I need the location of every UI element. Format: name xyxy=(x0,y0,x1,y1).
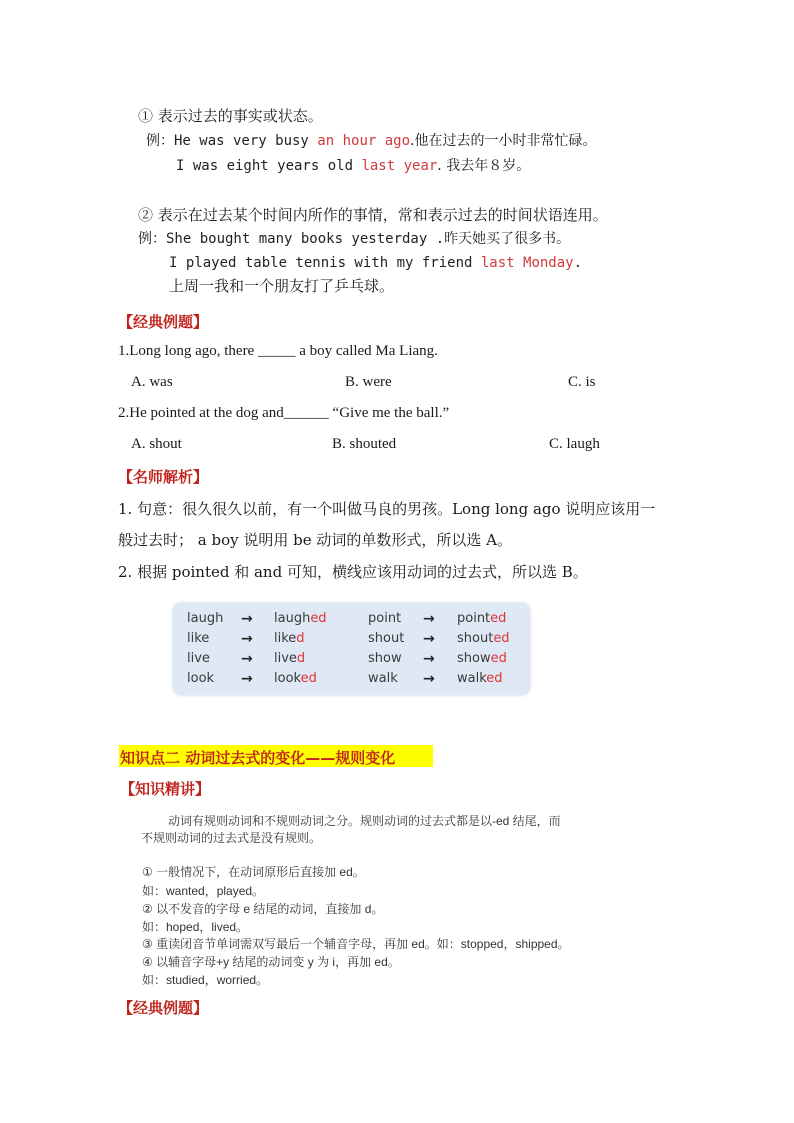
question-2: 2.He pointed at the dog and______ “Give me the ball.” xyxy=(118,405,450,421)
verb-base: look xyxy=(187,671,215,686)
rule-b-example: 如：hoped，lived。 xyxy=(142,920,249,934)
example-text: I was eight years old xyxy=(176,158,362,174)
example-text: She bought many books yesterday .昨天她买了很多书。 xyxy=(166,231,571,247)
question-1-option-b: B. were xyxy=(345,374,392,390)
verb-base: shout xyxy=(368,631,405,646)
example-line-4 xyxy=(169,252,582,271)
arrow-icon: → xyxy=(423,611,435,627)
verb-suffix: ed xyxy=(310,611,327,626)
verb-past: lived xyxy=(274,651,306,666)
verb-past-tense-table xyxy=(173,603,530,695)
question-2-option-c: C. laugh xyxy=(549,436,600,452)
example-prefix: 例： xyxy=(138,231,166,247)
example-line-3 xyxy=(138,228,570,248)
example-translation: .他在过去的一小时非常忙碌。 xyxy=(410,133,597,149)
analysis-line-1: 1. 句意：很久很久以前，有一个叫做马良的男孩。Long long ago 说明应该用一 xyxy=(118,500,656,518)
example-text: He was very busy xyxy=(174,133,318,149)
verb-suffix: ed xyxy=(486,671,503,686)
arrow-icon: → xyxy=(423,671,435,687)
verb-past: liked xyxy=(274,631,305,646)
rule-d-example: 如：studied，worried。 xyxy=(142,973,269,987)
arrow-icon: → xyxy=(423,651,435,667)
verb-suffix: ed xyxy=(300,671,317,686)
verb-past: shouted xyxy=(457,631,510,646)
verb-base: live xyxy=(187,651,210,666)
intro-line-2: 不规则动词的过去式是没有规则。 xyxy=(141,831,322,845)
example-line-4-translation: 上周一我和一个朋友打了乒乓球。 xyxy=(169,277,395,295)
verb-suffix: ed xyxy=(493,631,510,646)
intro-line-1: 动词有规则动词和不规则动词之分。规则动词的过去式都是以-ed 结尾，而 xyxy=(168,814,561,828)
verb-past: showed xyxy=(457,651,507,666)
verb-base: walk xyxy=(368,671,398,686)
verb-base: point xyxy=(368,611,402,626)
question-2-option-b: B. shouted xyxy=(332,436,397,452)
arrow-icon: → xyxy=(423,631,435,647)
example-text-end: . xyxy=(573,255,583,271)
verb-past: looked xyxy=(274,671,317,686)
arrow-icon: → xyxy=(241,651,253,667)
analysis-heading: 【名师解析】 xyxy=(118,468,209,486)
rule-b: ② 以不发音的字母 e 结尾的动词，直接加 d。 xyxy=(142,902,384,916)
example-highlight: an hour ago xyxy=(317,133,411,149)
example-line-1 xyxy=(146,130,596,150)
rule-c: ③ 重读闭音节单词需双写最后一个辅音字母，再加 ed。如：stopped，shipped。 xyxy=(142,937,570,951)
rule-2-text: ② 表示在过去某个时间内所作的事情，常和表示过去的时间状语连用。 xyxy=(138,206,608,224)
verb-suffix: ed xyxy=(490,611,507,626)
rule-a: ① 一般情况下，在动词原形后直接加 ed。 xyxy=(142,865,365,879)
classic-examples-heading: 【经典例题】 xyxy=(118,313,209,331)
rule-a-example: 如：wanted，played。 xyxy=(142,884,265,898)
question-1-option-c: C. is xyxy=(568,374,596,390)
arrow-icon: → xyxy=(241,631,253,647)
question-1: 1.Long long ago, there _____ a boy called Ma Liang. xyxy=(118,343,438,359)
verb-base: show xyxy=(368,651,402,666)
verb-suffix: ed xyxy=(490,651,507,666)
arrow-icon: → xyxy=(241,671,253,687)
rule-1-text: ① 表示过去的事实或状态。 xyxy=(138,107,323,125)
verb-base: like xyxy=(187,631,210,646)
section-2-title: 知识点二 动词过去式的变化——规则变化 xyxy=(120,749,396,767)
example-translation: . 我去年８岁。 xyxy=(437,158,531,174)
analysis-line-2: 般过去时； a boy 说明用 be 动词的单数形式，所以选 A。 xyxy=(118,531,512,549)
arrow-icon: → xyxy=(241,611,253,627)
classic-examples-heading-2: 【经典例题】 xyxy=(118,999,209,1017)
example-highlight: last Monday xyxy=(480,255,574,271)
analysis-line-3: 2. 根据 pointed 和 and 可知，横线应该用动词的过去式，所以选 B。 xyxy=(118,563,588,581)
verb-suffix: d xyxy=(296,631,305,646)
knowledge-heading: 【知识精讲】 xyxy=(120,780,211,798)
question-1-option-a: A. was xyxy=(131,374,173,390)
verb-base: laugh xyxy=(187,611,224,626)
verb-past: walked xyxy=(457,671,503,686)
verb-past: laughed xyxy=(274,611,327,626)
example-text: I played table tennis with my friend xyxy=(169,255,481,271)
verb-suffix: d xyxy=(296,651,306,666)
example-prefix: 例： xyxy=(146,133,174,149)
example-highlight: last year xyxy=(361,158,438,174)
example-line-2 xyxy=(176,155,530,175)
verb-past: pointed xyxy=(457,611,507,626)
rule-d: ④ 以辅音字母+y 结尾的动词变 y 为 i，再加 ed。 xyxy=(142,955,400,969)
question-2-option-a: A. shout xyxy=(131,436,182,452)
